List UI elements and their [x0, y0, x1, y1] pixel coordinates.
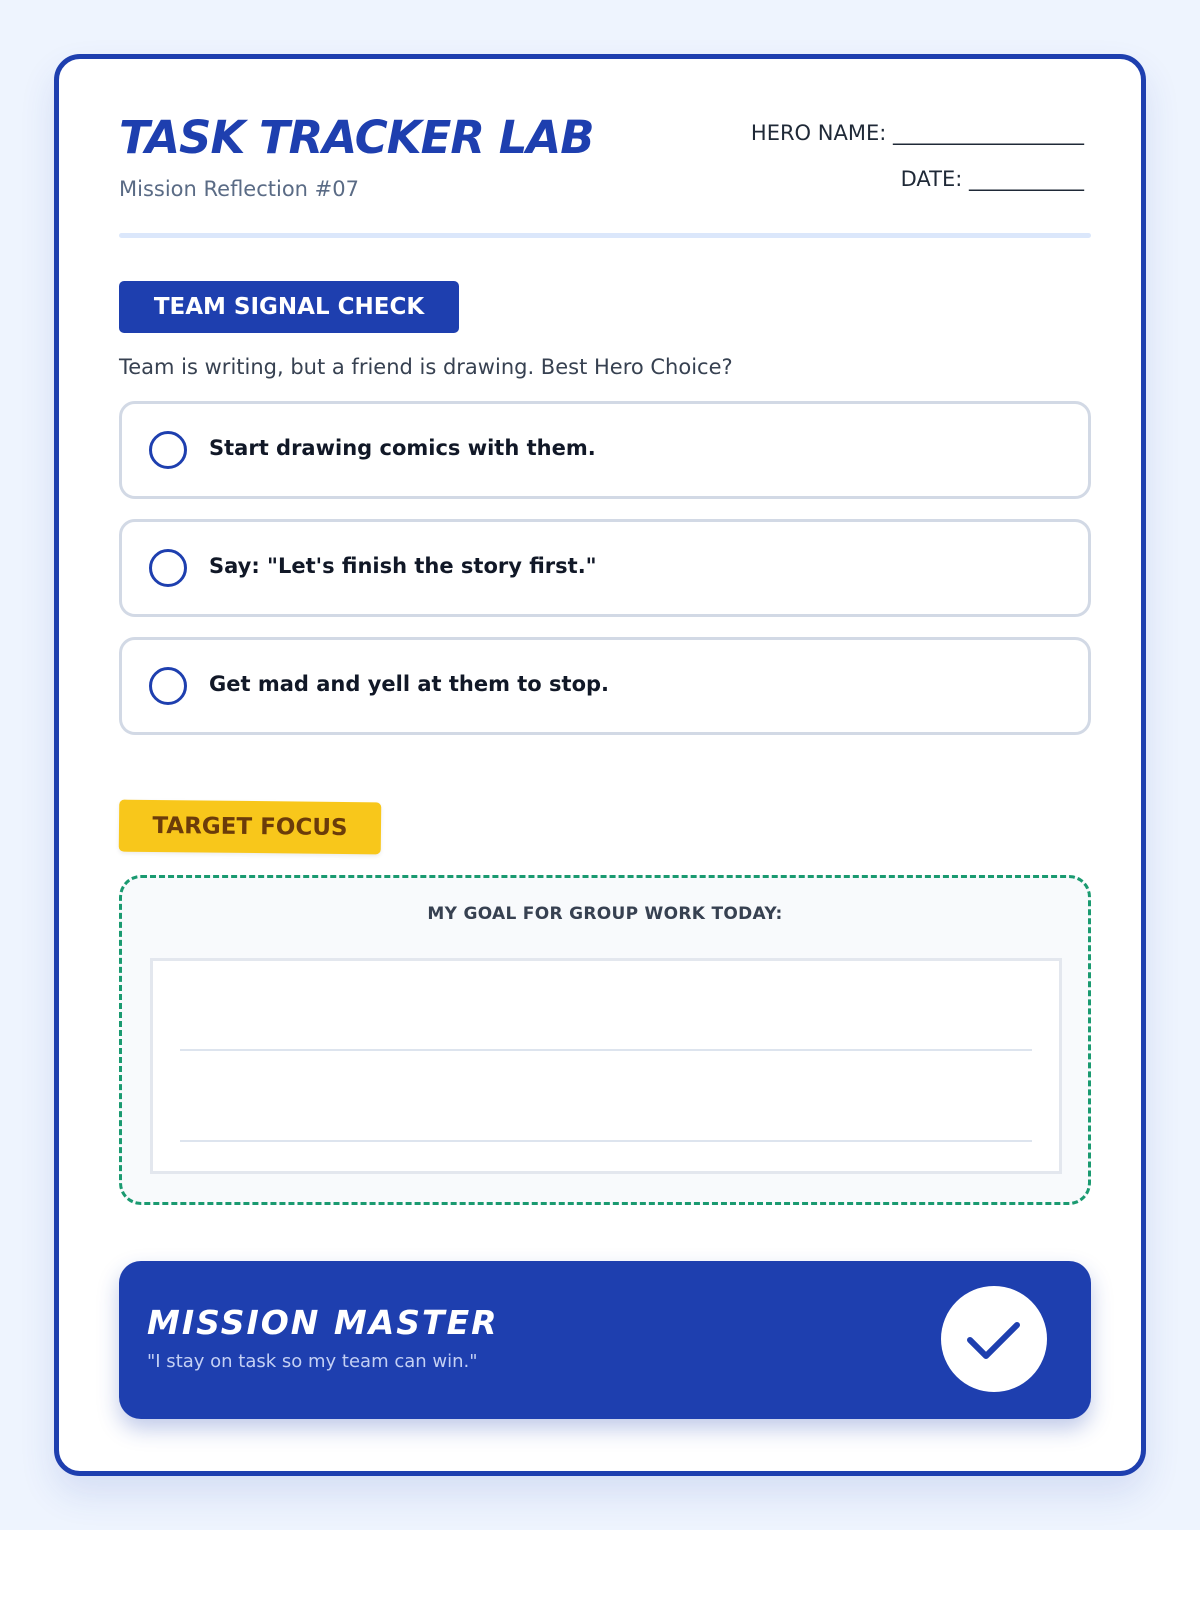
date-label: DATE:: [900, 167, 963, 191]
radio-circle-icon[interactable]: [149, 549, 187, 587]
badge-title: MISSION MASTER: [147, 1303, 499, 1342]
choice-label: Start drawing comics with them.: [209, 436, 596, 460]
goal-writing-area[interactable]: [150, 958, 1062, 1174]
choice-option-3[interactable]: [119, 637, 1091, 735]
badge-quote: "I stay on task so my team can win.": [147, 1351, 478, 1372]
goal-section: [119, 875, 1091, 1205]
radio-circle-icon[interactable]: [149, 431, 187, 469]
choice-label: Say: "Let's finish the story first.": [209, 554, 597, 578]
question-text: Team is writing, but a friend is drawing. Best Hero Choice?: [119, 355, 733, 379]
header-divider: [119, 233, 1091, 238]
choice-label: Get mad and yell at them to stop.: [209, 672, 610, 696]
hero-name-field[interactable]: [751, 121, 1083, 145]
team-signal-tag: TEAM SIGNAL CHECK: [119, 281, 459, 333]
writing-line: [180, 1049, 1032, 1051]
worksheet-card: [54, 54, 1146, 1476]
date-field[interactable]: [901, 167, 1083, 191]
worksheet-title: TASK TRACKER LAB: [119, 111, 594, 164]
choice-option-2[interactable]: [119, 519, 1091, 617]
goal-heading: MY GOAL FOR GROUP WORK TODAY:: [427, 904, 783, 924]
mission-master-badge: [119, 1261, 1091, 1419]
choice-option-1[interactable]: [119, 401, 1091, 499]
date-blank[interactable]: ____________: [969, 167, 1083, 191]
worksheet-subtitle: Mission Reflection #07: [119, 177, 359, 201]
hero-name-blank[interactable]: ____________________: [893, 121, 1083, 145]
radio-circle-icon[interactable]: [149, 667, 187, 705]
checkmark-icon: [941, 1286, 1047, 1392]
checkmark-circle[interactable]: [941, 1286, 1047, 1392]
target-focus-tag: TARGET FOCUS: [119, 800, 382, 855]
writing-line: [180, 1140, 1032, 1142]
hero-name-label: HERO NAME:: [750, 121, 887, 145]
